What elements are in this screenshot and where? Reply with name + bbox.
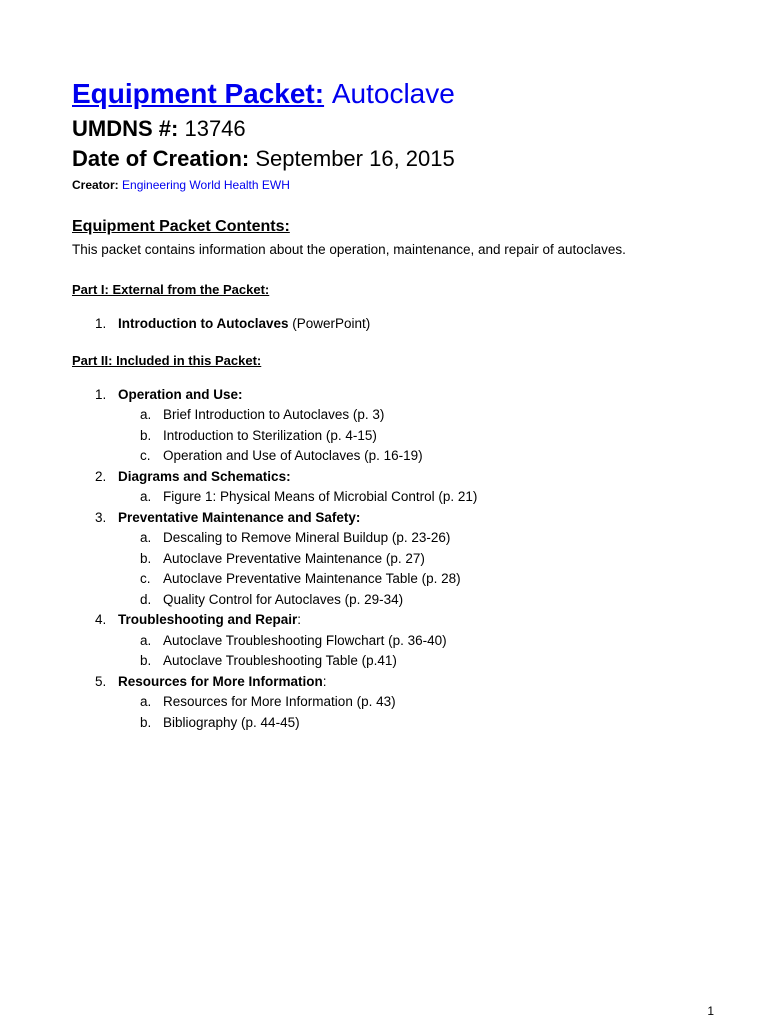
- sub-item-text: Autoclave Preventative Maintenance Table (p. 28): [163, 571, 461, 586]
- list-item-title: Preventative Maintenance and Safety:: [118, 509, 361, 525]
- list-item-number: 1.: [95, 316, 107, 331]
- sub-item-letter: a.: [140, 489, 152, 504]
- creator-value: Engineering World Health EWH: [122, 178, 290, 192]
- creator-label: Creator:: [72, 178, 119, 192]
- sub-item-letter: a.: [140, 530, 152, 545]
- list-item-number: 4.: [95, 612, 107, 627]
- sub-list-item: [118, 631, 712, 652]
- list-item-title: Diagrams and Schematics:: [118, 468, 291, 484]
- sub-item-letter: c.: [140, 571, 151, 586]
- sub-item-text: Autoclave Troubleshooting Table (p.41): [163, 653, 397, 668]
- title-label: Equipment Packet:: [72, 78, 325, 109]
- sub-item-text: Autoclave Troubleshooting Flowchart (p. 36-40): [163, 632, 447, 648]
- sub-list-item: [118, 549, 712, 570]
- list-item-number: 1.: [95, 386, 107, 402]
- list-item-number: 3.: [95, 509, 107, 525]
- sub-item-letter: b.: [140, 653, 152, 668]
- list-item-number: 2.: [95, 468, 107, 484]
- list-item-title: Introduction to Autoclaves: [118, 316, 289, 331]
- sub-list-item: [118, 590, 712, 611]
- sub-item-text: Bibliography (p. 44-45): [163, 714, 300, 730]
- date-label: Date of Creation:: [72, 146, 250, 171]
- sub-item-text: Introduction to Sterilization (p. 4-15): [163, 427, 377, 443]
- sub-item-letter: b.: [140, 550, 152, 566]
- sub-item-letter: a.: [140, 632, 152, 648]
- sub-item-text: Resources for More Information (p. 43): [163, 694, 396, 709]
- sub-list: [118, 692, 712, 733]
- sub-list: [118, 631, 712, 672]
- document-title: [72, 74, 712, 114]
- sub-item-letter: a.: [140, 407, 152, 422]
- page-number: 1: [707, 1004, 714, 1018]
- list-item: [72, 610, 712, 672]
- part2-list: [72, 385, 712, 734]
- creator-line: [72, 176, 712, 194]
- sub-item-text: Brief Introduction to Autoclaves (p. 3): [163, 407, 385, 422]
- sub-list: [118, 487, 712, 508]
- sub-item-letter: c.: [140, 448, 151, 463]
- list-item: [72, 508, 712, 611]
- list-item: [72, 385, 712, 467]
- part1-heading: Part I: External from the Packet:: [72, 282, 270, 297]
- list-item: [72, 672, 712, 734]
- list-item: [72, 314, 712, 335]
- sub-item-text: Quality Control for Autoclaves (p. 29-34): [163, 591, 404, 607]
- sub-list-item: [118, 487, 712, 508]
- sub-list: [118, 528, 712, 610]
- sub-item-text: Descaling to Remove Mineral Buildup (p. 23-26): [163, 530, 451, 545]
- list-item-title: Operation and Use:: [118, 386, 243, 402]
- sub-list-item: [118, 426, 712, 447]
- part1-list: [72, 314, 712, 335]
- contents-heading: Equipment Packet Contents:: [72, 218, 290, 235]
- sub-list-item: [118, 569, 712, 590]
- sub-list-item: [118, 713, 712, 734]
- sub-list-item: [118, 528, 712, 549]
- sub-list-item: [118, 692, 712, 713]
- list-item: [72, 467, 712, 508]
- document-page: [72, 74, 712, 733]
- list-item-title: Troubleshooting and Repair: [118, 612, 298, 627]
- sub-list: [118, 405, 712, 467]
- sub-list-item: [118, 405, 712, 426]
- date-value: September 16, 2015: [255, 146, 455, 171]
- title-value: Autoclave: [331, 78, 455, 109]
- sub-item-text: Operation and Use of Autoclaves (p. 16-19): [163, 448, 423, 463]
- sub-item-letter: a.: [140, 694, 152, 709]
- part2-heading: Part II: Included in this Packet:: [72, 352, 262, 368]
- sub-item-text: Autoclave Preventative Maintenance (p. 27): [163, 550, 425, 566]
- umdns-label: UMDNS #:: [72, 116, 179, 141]
- contents-description: This packet contains information about the operation, maintenance, and repair of autoclaves.: [72, 242, 626, 257]
- sub-item-letter: d.: [140, 591, 152, 607]
- date-line: [72, 144, 712, 174]
- list-item-title: Resources for More Information: [118, 673, 323, 689]
- list-item-number: 5.: [95, 673, 107, 689]
- list-item-suffix: :: [322, 673, 327, 689]
- sub-item-letter: b.: [140, 427, 152, 443]
- umdns-value: 13746: [184, 116, 246, 141]
- list-item-suffix: :: [297, 612, 302, 627]
- umdns-line: [72, 114, 712, 144]
- list-item-suffix: (PowerPoint): [288, 316, 371, 331]
- sub-item-letter: b.: [140, 714, 152, 730]
- sub-list-item: [118, 446, 712, 467]
- sub-list-item: [118, 651, 712, 672]
- sub-item-text: Figure 1: Physical Means of Microbial Control (p. 21): [163, 489, 478, 504]
